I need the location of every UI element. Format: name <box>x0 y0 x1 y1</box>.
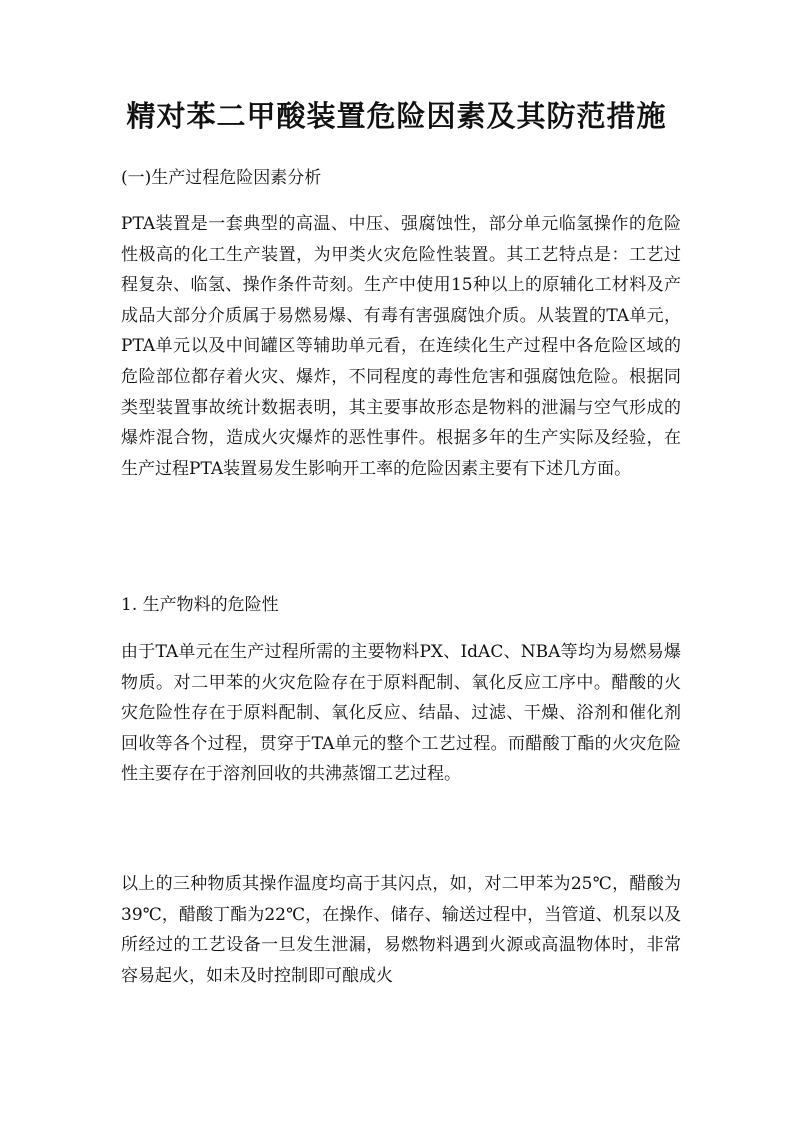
subheading-material-hazards: 1. 生产物料的危险性 <box>121 595 279 615</box>
paragraph-ta-materials: 由于TA单元在生产过程所需的主要物料PX、IdAC、NBA等均为易燃易爆物质。对二甲苯的火灾危险存在于原料配制、氧化反应工序中。醋酸的火灾危险性存在于原料配制、氧化反应、结晶、过滤、干燥、浴剂和催化剂回收等各个过程，贯穿于TA单元的整个工艺过程。而醋酸丁酯的火灾危险性主要存在于溶剂回收的共沸蒸馏工艺过程。 <box>121 642 681 785</box>
paragraph-flash-points: 以上的三种物质其操作温度均高于其闪点，如，对二甲苯为25℃，醋酸为39℃，醋酸丁酯为22℃，在操作、储存、输送过程中，当管道、机泵以及所经过的工艺设备一旦发生泄漏，易燃物料遇到火源或高温物体时，非常容易起火，如未及时控制即可酿成火 <box>121 874 681 986</box>
document-title: 精对苯二甲酸装置危险因素及其防范措施 <box>126 99 667 133</box>
section-heading: (一)生产过程危险因素分析 <box>121 168 322 188</box>
paragraph-pta-overview: PTA装置是一套典型的高温、中压、强腐蚀性，部分单元临氢操作的危险性极高的化工生产装置，为甲类火灾危险性装置。其工艺特点是：工艺过程复杂、临氢、操作条件苛刻。生产中使用15种以上的原辅化工材料及产成品大部分介质属于易燃易爆、有毒有害强腐蚀介质。从装置的TA单元，PTA单元以及中间罐区等辅助单元看，在连续化生产过程中各危险区域的危险部位都存着火灾、爆炸，不同程度的毒性危害和强腐蚀危险。根据同类型装置事故统计数据表明，其主要事故形态是物料的泄漏与空气形成的爆炸混合物，造成火灾爆炸的恶性事件。根据多年的生产实际及经验，在生产过程PTA装置易发生影响开工率的危险因素主要有下述几方面。 <box>121 214 681 479</box>
